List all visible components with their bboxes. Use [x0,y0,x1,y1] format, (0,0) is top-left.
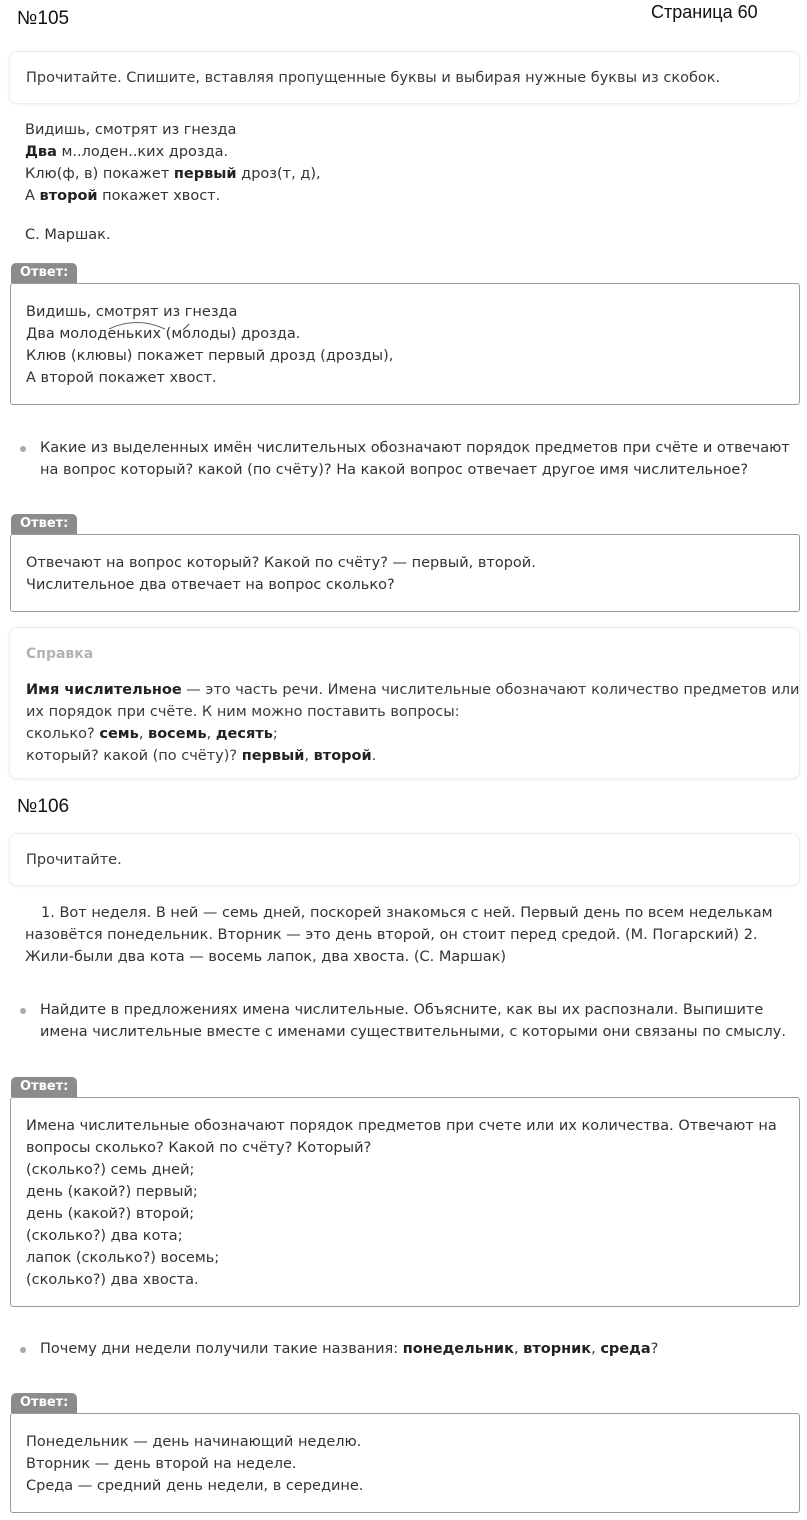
answer-box-106-2 [10,1413,800,1513]
answer-line-4: день (какой?) первый; [26,1184,198,1200]
answer-label: Ответ: [11,1393,77,1413]
question-105 [20,437,790,481]
answer-line-2: Два молоденьких (молоды) дрозда. [26,326,301,342]
poem-line-3: Клю(ф, в) покажет первый дроз(т, д), [25,166,321,182]
answer-line-6: (сколько?) два кота; [26,1228,183,1244]
answer-line-2: вопросы сколько? Какой по счёту? Который? [26,1140,372,1156]
answer-line-5: день (какой?) второй; [26,1206,195,1222]
stress-mark [181,323,191,331]
answer-line-3: Клюв (клювы) покажет первый дрозд (дрозды), [26,348,394,364]
question-text: Какие из выделенных имён числительных обозначают порядок предметов при счёте и отвечают на вопрос который? какой (по счёту)? На какой вопрос отвечает другое имя числительное? [40,440,790,478]
page-label: Страница 60 [651,2,758,22]
answer-line-1: Видишь, смотрят из гнезда [26,304,238,320]
bullet-dot [20,1347,26,1353]
text-line-2: назовётся понедельник. Вторник — это день второй, он стоит перед средой. (М. Погарский) 2. [25,927,758,943]
answer-line-3: Среда — средний день недели, в середине. [26,1478,364,1494]
text-106 [25,902,785,968]
instruction-card-105 [9,51,800,104]
answer-label: Ответ: [11,263,77,283]
poem-line-1: Видишь, смотрят из гнезда [25,122,237,138]
answer-line-1: Понедельник — день начинающий неделю. [26,1434,362,1450]
exercise-106-number: №106 [17,796,70,817]
poem-author: С. Маршак. [25,227,111,243]
exercise-105-number: №105 [17,8,70,29]
poem-105 [25,119,785,207]
text-line-3: Жили-были два кота — восемь лапок, два хвоста. (С. Маршак) [25,949,507,965]
reference-line-2: их порядок при счёте. К ним можно поставить вопросы: [26,704,460,720]
reference-card [9,627,800,779]
instruction-text: Прочитайте. Спишите, вставляя пропущенные буквы и выбирая нужные буквы из скобок. [26,70,721,86]
answer-line-7: лапок (сколько?) восемь; [26,1250,220,1266]
bullet-dot [20,446,26,452]
question-106-2 [20,1338,790,1360]
answer-label: Ответ: [11,514,77,534]
instruction-card-106 [9,833,800,886]
poem-line-2: Два м..лоден..ких дрозда. [25,144,229,160]
answer-line-8: (сколько?) два хвоста. [26,1272,199,1288]
question-106-1 [20,999,790,1043]
answer-box-106-1 [10,1097,800,1307]
reference-line-3: сколько? семь, восемь, десять; [26,726,278,742]
instruction-text: Прочитайте. [26,852,122,868]
bullet-dot [20,1008,26,1014]
answer-box-105-2 [10,534,800,612]
answer-line-1: Отвечают на вопрос который? Какой по счёту? — первый, второй. [26,555,536,571]
answer-line-2: Вторник — день второй на неделе. [26,1456,297,1472]
answer-line-4: А второй покажет хвост. [26,370,217,386]
poem-line-4: А второй покажет хвост. [25,188,221,204]
answer-label: Ответ: [11,1077,77,1097]
root-arc-mark [107,318,167,330]
question-text: Найдите в предложениях имена числительные. Объясните, как вы их распознали. Выпишите имена числительные вместе с именами существительными, с которыми они связаны по смыслу. [40,1002,786,1040]
reference-title: Справка [26,646,94,662]
question-text: Почему дни недели получили такие названия: понедельник, вторник, среда? [40,1341,659,1357]
reference-line-1: Имя числительное — это часть речи. Имена числительные обозначают количество предметов или [26,682,800,698]
answer-line-2: Числительное два отвечает на вопрос сколько? [26,577,395,593]
reference-line-4: который? какой (по счёту)? первый, второй. [26,748,377,764]
answer-box-105-1 [10,283,800,405]
answer-line-1: Имена числительные обозначают порядок предметов при счете или их количества. Отвечают на [26,1118,777,1134]
answer-line-3: (сколько?) семь дней; [26,1162,195,1178]
text-line-1: 1. Вот неделя. В ней — семь дней, поскорей знакомься с ней. Первый день по всем неделькам [41,905,773,921]
